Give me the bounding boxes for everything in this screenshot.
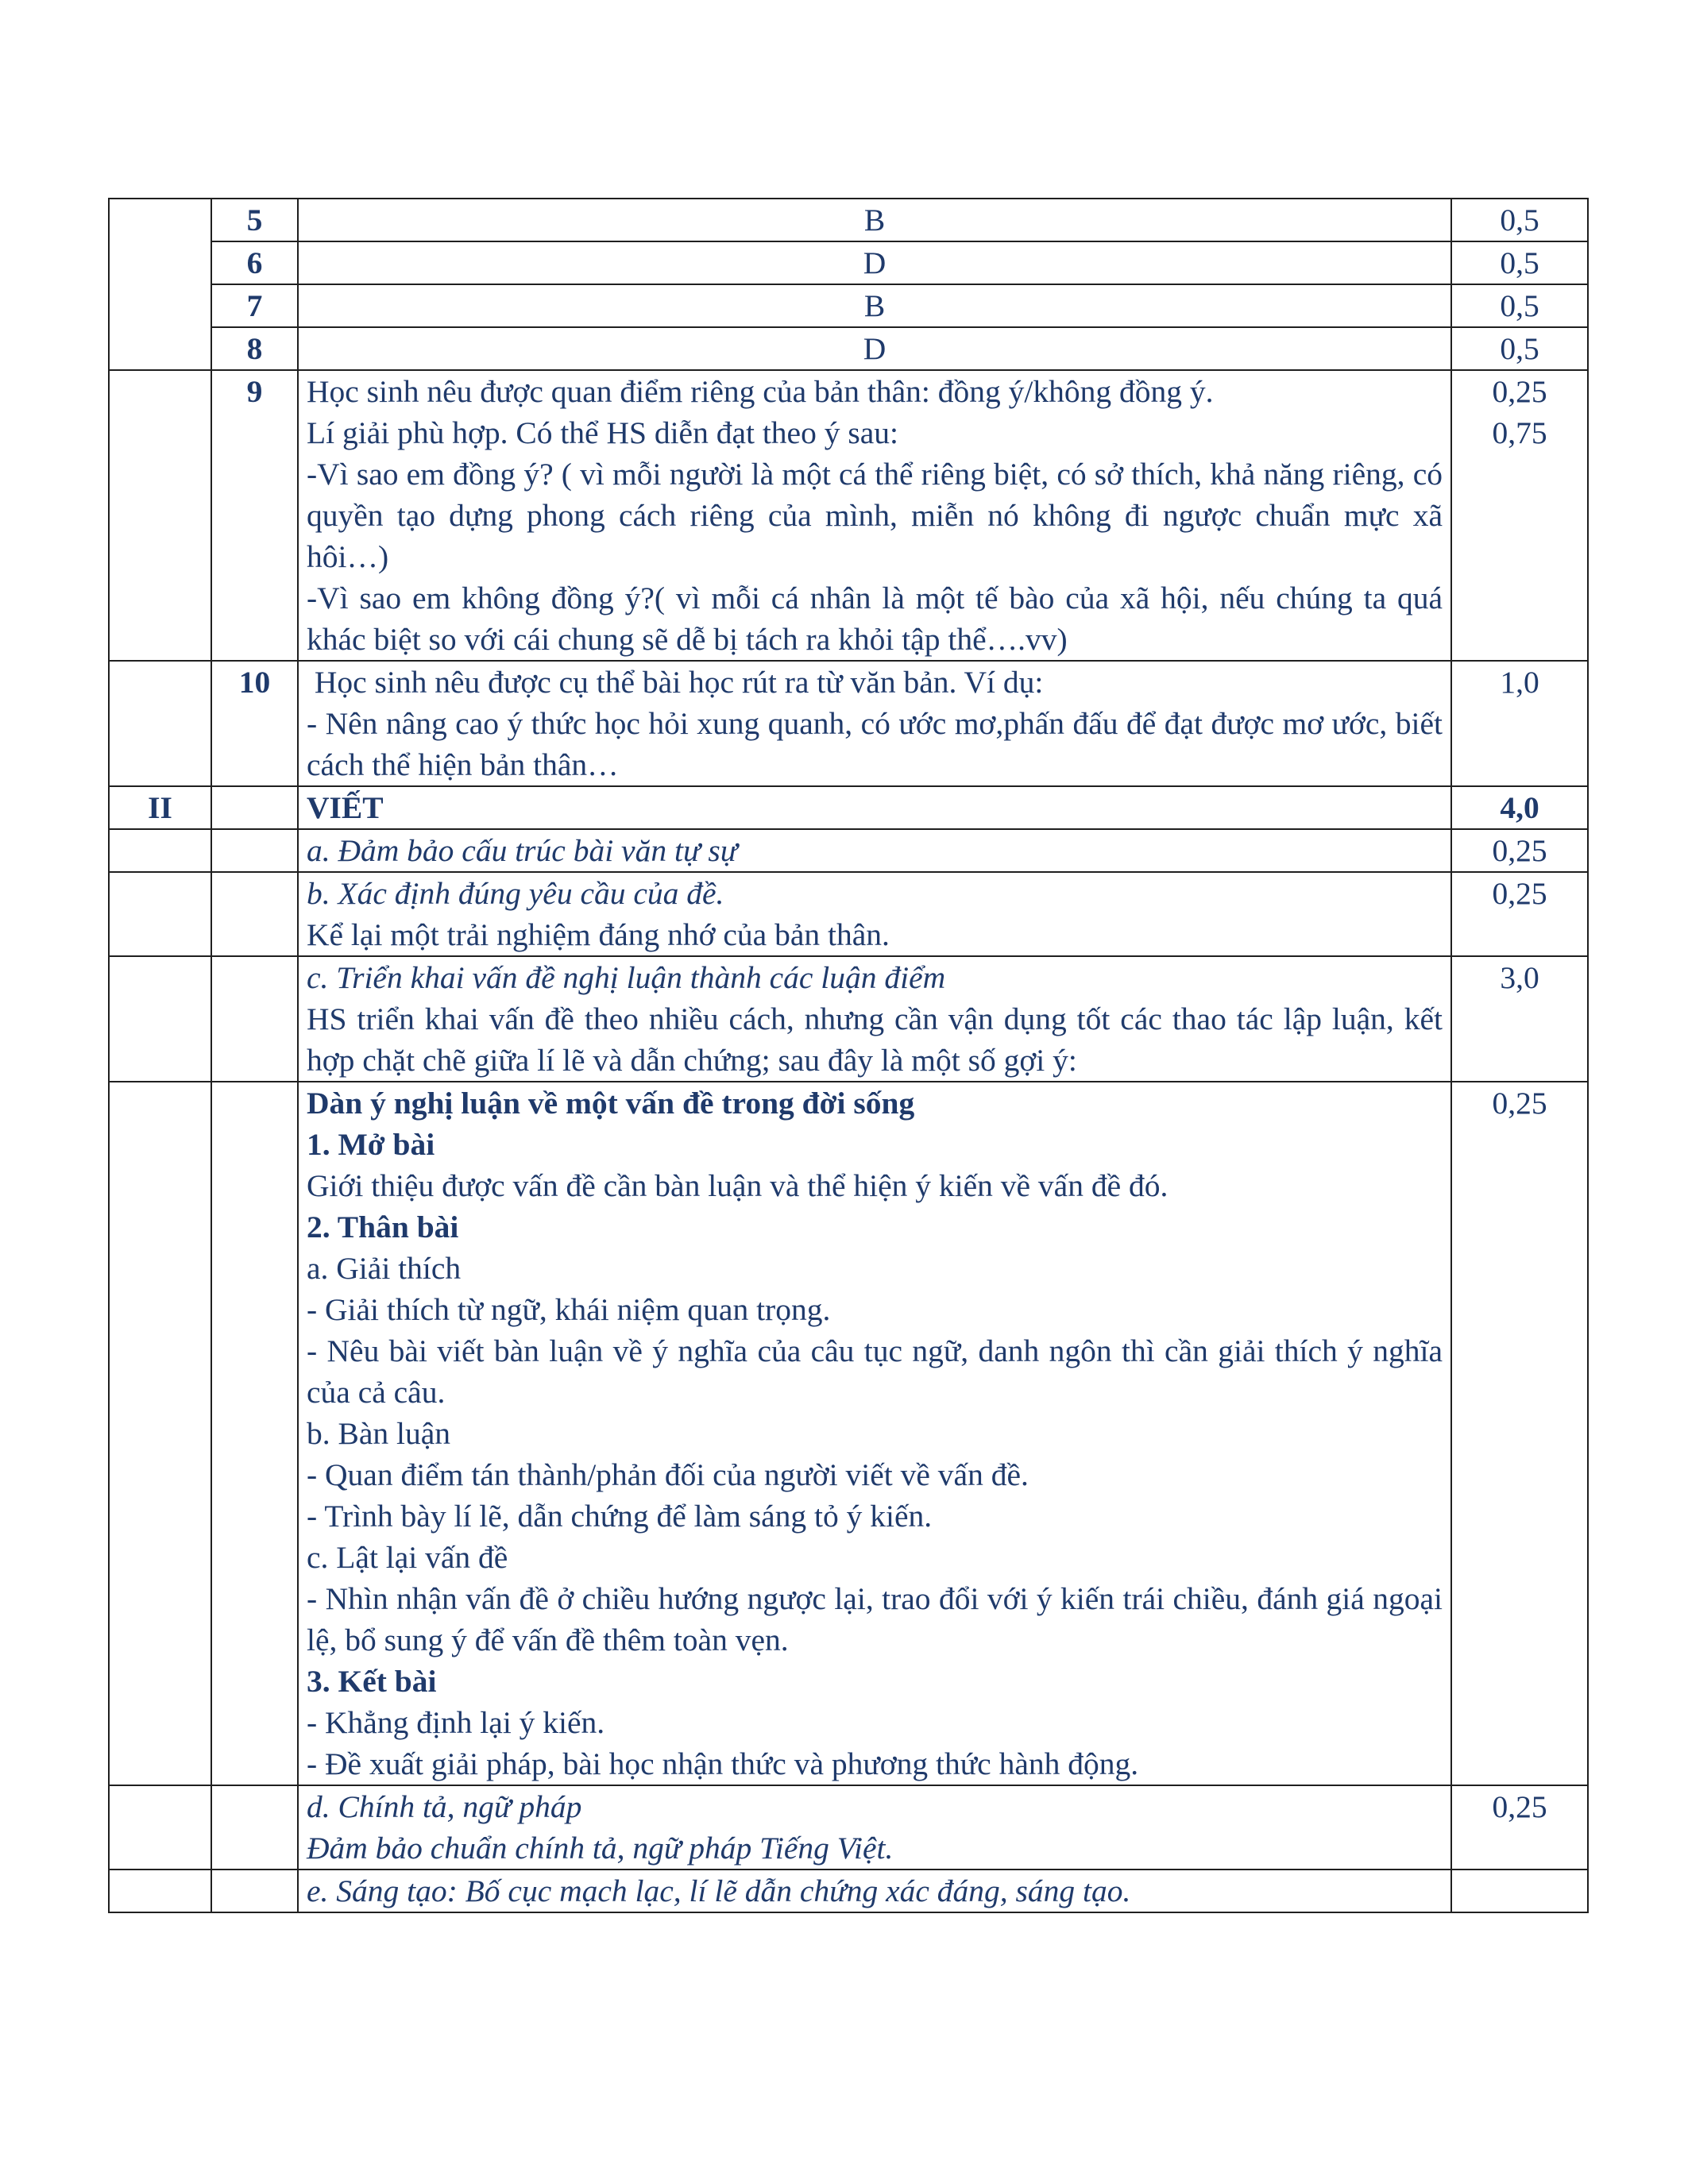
criterion-text: Đảm bảo chuẩn chính tả, ngữ pháp Tiếng Việt. xyxy=(307,1831,894,1866)
question-number-empty xyxy=(211,1870,298,1912)
question-number: 7 xyxy=(211,284,298,327)
answer-key-table xyxy=(108,198,1589,1913)
outline-text: Giới thiệu được vấn đề cần bàn luận và thể hiện ý kiến về vấn đề đó. xyxy=(307,1168,1168,1203)
score-value: 0,25 xyxy=(1492,374,1547,409)
table-row xyxy=(109,199,1588,241)
section-cell-empty xyxy=(109,661,211,786)
outline-text: - Trình bày lí lẽ, dẫn chứng để làm sáng tỏ ý kiến. xyxy=(307,1499,933,1534)
score-cell xyxy=(1451,370,1588,661)
answer-cell xyxy=(298,370,1451,661)
table-row-criterion-e xyxy=(109,1870,1588,1912)
criterion-d xyxy=(298,1785,1451,1870)
criterion-e: e. Sáng tạo: Bố cục mạch lạc, lí lẽ dẫn chứng xác đáng, sáng tạo. xyxy=(298,1870,1451,1912)
section-cell-empty xyxy=(109,1870,211,1912)
criterion-text: HS triển khai vấn đề theo nhiều cách, nhưng cần vận dụng tốt các thao tác lập luận, kết hợp chặt chẽ giữa lí lẽ và dẫn chứng; sau đây là một số gợi ý: xyxy=(307,1001,1443,1078)
outline-text: - Đề xuất giải pháp, bài học nhận thức và phương thức hành động. xyxy=(307,1746,1139,1781)
table-row xyxy=(109,327,1588,370)
question-number-empty xyxy=(211,872,298,956)
criterion-title: b. Xác định đúng yêu cầu của đề. xyxy=(307,876,724,911)
outline-subheading: b. Bàn luận xyxy=(307,1416,451,1451)
question-number-empty xyxy=(211,829,298,872)
section-score: 4,0 xyxy=(1451,786,1588,829)
outline-heading: 2. Thân bài xyxy=(307,1210,459,1244)
section-cell-empty xyxy=(109,829,211,872)
answer-line: -Vì sao em đồng ý? ( vì mỗi người là một cá thể riêng biệt, có sở thích, khả năng riêng, có quyền tạo dựng phong cách riêng của mình, miễn nó không đi ngược chuẩn mực xã hôi…) xyxy=(307,457,1443,574)
table-row-q10 xyxy=(109,661,1588,786)
answer-cell: D xyxy=(298,327,1451,370)
table-row-criterion-d xyxy=(109,1785,1588,1870)
section-cell-empty xyxy=(109,370,211,661)
score-cell: 0,5 xyxy=(1451,241,1588,284)
section-cell-empty xyxy=(109,199,211,370)
answer-key-page xyxy=(108,198,1586,1913)
answer-line: Học sinh nêu được cụ thể bài học rút ra từ văn bản. Ví dụ: xyxy=(307,665,1044,700)
answer-line: Học sinh nêu được quan điểm riêng của bản thân: đồng ý/không đồng ý. xyxy=(307,374,1214,409)
section-title: VIẾT xyxy=(298,786,1451,829)
outline-cell xyxy=(298,1082,1451,1785)
criterion-text: Kể lại một trải nghiệm đáng nhớ của bản thân. xyxy=(307,917,890,952)
outline-text: - Giải thích từ ngữ, khái niệm quan trọng. xyxy=(307,1292,831,1327)
score-value: 0,75 xyxy=(1492,415,1547,450)
criterion-title: c. Triển khai vấn đề nghị luận thành các luận điểm xyxy=(307,960,946,995)
table-row-criterion-a xyxy=(109,829,1588,872)
answer-cell: D xyxy=(298,241,1451,284)
score-cell: 3,0 xyxy=(1451,956,1588,1082)
criterion-b xyxy=(298,872,1451,956)
score-cell: 0,25 xyxy=(1451,1082,1588,1785)
section-cell-empty xyxy=(109,1082,211,1785)
criterion-c xyxy=(298,956,1451,1082)
table-row xyxy=(109,241,1588,284)
question-number-empty xyxy=(211,1785,298,1870)
score-cell-empty xyxy=(1451,1870,1588,1912)
outline-text: - Nhìn nhận vấn đề ở chiều hướng ngược lại, trao đổi với ý kiến trái chiều, đánh giá ngoại lệ, bổ sung ý để vấn đề thêm toàn vẹn. xyxy=(307,1581,1443,1657)
outline-text: - Khẳng định lại ý kiến. xyxy=(307,1705,605,1740)
question-number-empty xyxy=(211,1082,298,1785)
score-cell: 0,5 xyxy=(1451,284,1588,327)
score-cell: 0,5 xyxy=(1451,327,1588,370)
answer-line: - Nên nâng cao ý thức học hỏi xung quanh, có ước mơ,phấn đấu để đạt được mơ ước, biết cách thể hiện bản thân… xyxy=(307,706,1443,782)
answer-cell: B xyxy=(298,199,1451,241)
outline-subheading: c. Lật lại vấn đề xyxy=(307,1540,508,1575)
answer-cell xyxy=(298,661,1451,786)
section-cell-empty xyxy=(109,956,211,1082)
section-roman: II xyxy=(109,786,211,829)
table-row-q9 xyxy=(109,370,1588,661)
outline-heading: 3. Kết bài xyxy=(307,1664,437,1699)
outline-subheading: a. Giải thích xyxy=(307,1251,462,1286)
table-row-outline xyxy=(109,1082,1588,1785)
table-row-criterion-c xyxy=(109,956,1588,1082)
question-number: 9 xyxy=(211,370,298,661)
score-cell: 0,5 xyxy=(1451,199,1588,241)
score-cell: 0,25 xyxy=(1451,872,1588,956)
question-number-empty xyxy=(211,956,298,1082)
section-cell-empty xyxy=(109,1785,211,1870)
score-cell: 1,0 xyxy=(1451,661,1588,786)
outline-text: - Nêu bài viết bàn luận về ý nghĩa của câu tục ngữ, danh ngôn thì cần giải thích ý nghĩa của cả câu. xyxy=(307,1333,1443,1410)
outline-text: - Quan điểm tán thành/phản đối của người viết về vấn đề. xyxy=(307,1457,1029,1492)
table-row-criterion-b xyxy=(109,872,1588,956)
question-number-empty xyxy=(211,786,298,829)
score-cell: 0,25 xyxy=(1451,1785,1588,1870)
question-number: 10 xyxy=(211,661,298,786)
outline-title: Dàn ý nghị luận về một vấn đề trong đời sống xyxy=(307,1086,915,1121)
table-row xyxy=(109,284,1588,327)
criterion-a: a. Đảm bảo cấu trúc bài văn tự sự xyxy=(298,829,1451,872)
section-cell-empty xyxy=(109,872,211,956)
question-number: 8 xyxy=(211,327,298,370)
criterion-title: d. Chính tả, ngữ pháp xyxy=(307,1789,582,1824)
question-number: 5 xyxy=(211,199,298,241)
question-number: 6 xyxy=(211,241,298,284)
table-row-section-2 xyxy=(109,786,1588,829)
answer-line: Lí giải phù hợp. Có thể HS diễn đạt theo ý sau: xyxy=(307,415,898,450)
answer-line: -Vì sao em không đồng ý?( vì mỗi cá nhân là một tế bào của xã hội, nếu chúng ta quá khác biệt so với cái chung sẽ dễ bị tách ra khỏi tập thể….vv) xyxy=(307,581,1443,657)
outline-heading: 1. Mở bài xyxy=(307,1127,435,1162)
answer-cell: B xyxy=(298,284,1451,327)
score-cell: 0,25 xyxy=(1451,829,1588,872)
